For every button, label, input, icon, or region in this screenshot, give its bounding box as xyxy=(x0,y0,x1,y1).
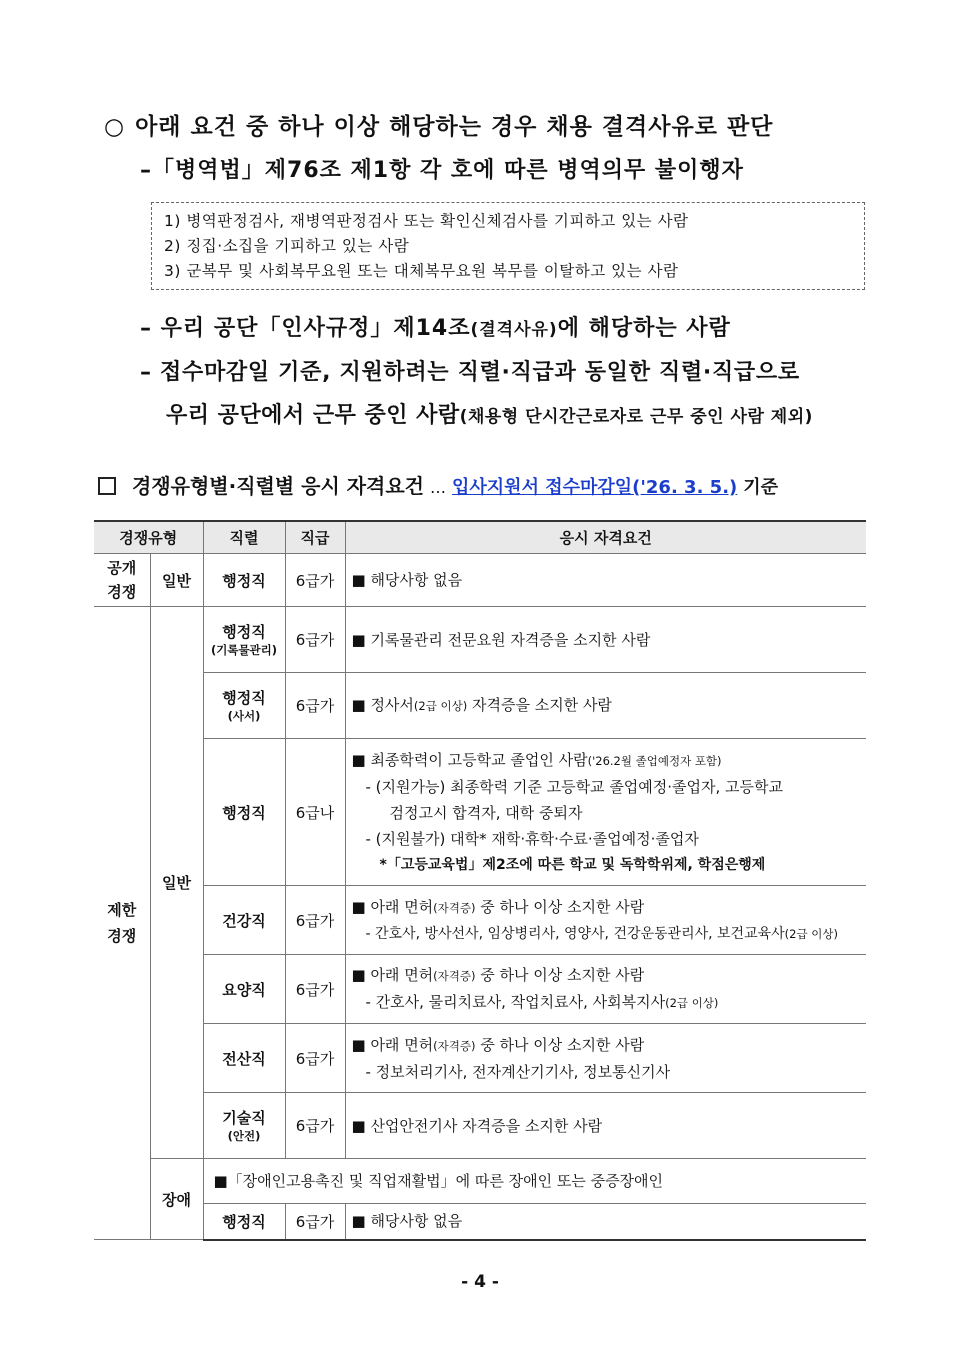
job-cell: 행정직 xyxy=(203,739,285,886)
job-cell: 전산직 xyxy=(203,1024,285,1093)
page-number: - 4 - xyxy=(461,1272,499,1292)
requirement-cell: ■ 정사서(2급 이상) 자격증을 소지한 사람 xyxy=(345,673,866,739)
box-item-1: 1) 병역판정검사, 재병역판정검사 또는 확인신체검사를 기피하고 있는 사람 xyxy=(164,212,689,230)
grade-cell: 6급가 xyxy=(285,1093,345,1159)
circle-bullet-icon: ○ xyxy=(104,114,126,140)
intro-line-5: 우리 공단에서 근무 중인 사람(채용형 단시간근로자로 근무 중인 사람 제외) xyxy=(166,403,813,428)
requirement-cell: ■ 해당사항 없음 xyxy=(345,554,866,607)
disabled-description: ■「장애인고용촉진 및 직업재활법」에 따른 장애인 또는 중증장애인 xyxy=(203,1159,866,1204)
job-cell: 건강직 xyxy=(203,886,285,955)
job-cell: 행정직 xyxy=(203,1204,285,1240)
table-row xyxy=(94,739,866,886)
job-cell: 행정직 (기록물관리) xyxy=(203,607,285,673)
grade-cell: 6급가 xyxy=(285,607,345,673)
requirement-cell: ■ 아래 면허(자격증) 중 하나 이상 소지한 사람 - 간호사, 방사선사, 임상병리사, 영양사, 건강운동관리사, 보건교육사(2급 이상) xyxy=(345,886,866,955)
intro-line-4: – 접수마감일 기준, 지원하려는 직렬·직급과 동일한 직렬·직급으로 xyxy=(140,360,800,385)
grade-cell: 6급가 xyxy=(285,554,345,607)
header-requirements: 응시 자격요건 xyxy=(345,521,866,554)
header-job: 직렬 xyxy=(203,521,285,554)
table-row xyxy=(94,1024,866,1093)
grade-cell: 6급나 xyxy=(285,739,345,886)
table-row xyxy=(94,607,866,673)
open-competition-label: 공개 경쟁 xyxy=(94,554,150,607)
box-item-2: 2) 징집·소집을 기피하고 있는 사람 xyxy=(164,237,410,255)
requirement-cell: ■ 해당사항 없음 xyxy=(345,1204,866,1240)
job-cell: 행정직 xyxy=(203,554,285,607)
table-row xyxy=(94,1159,866,1204)
intro-line-3: – 우리 공단「인사규정」제14조(결격사유)에 해당하는 사람 xyxy=(140,316,731,341)
table-row xyxy=(94,1204,866,1240)
requirement-cell: ■ 아래 면허(자격증) 중 하나 이상 소지한 사람 - 간호사, 물리치료사, 작업치료사, 사회복지사(2급 이상) xyxy=(345,955,866,1024)
table-row xyxy=(94,955,866,1024)
requirement-cell: ■ 최종학력이 고등학교 졸업인 사람('26.2월 졸업예정자 포함) - (지원가능) 최종학력 기준 고등학교 졸업예정·졸업자, 고등학교 검정고시 합격자, 대학 중퇴자 - (지원불가) 대학* 재학·휴학·수료·졸업예정·졸업자 *「고등교육법」제2조에 따른 학교 및 독학학위제, 학점은행제 xyxy=(345,739,866,886)
requirement-cell: ■ 기록물관리 전문요원 자격증을 소지한 사람 xyxy=(345,607,866,673)
grade-cell: 6급가 xyxy=(285,886,345,955)
limited-general-label: 일반 xyxy=(150,607,203,1159)
grade-cell: 6급가 xyxy=(285,1024,345,1093)
grade-cell: 6급가 xyxy=(285,1204,345,1240)
intro-line-1: ○ 아래 요건 중 하나 이상 해당하는 경우 채용 결격사유로 판단 xyxy=(104,114,774,140)
section-heading: 경쟁유형별·직렬별 응시 자격요건 … 입사지원서 접수마감일('26. 3. 5.) 기준 xyxy=(98,470,778,499)
square-bullet-icon xyxy=(98,477,116,495)
military-duty-box xyxy=(151,202,865,290)
job-cell: 행정직 (사서) xyxy=(203,673,285,739)
disabled-label: 장애 xyxy=(150,1159,203,1240)
open-sub-label: 일반 xyxy=(150,554,203,607)
box-item-3: 3) 군복무 및 사회복무요원 또는 대체복무요원 복무를 이탈하고 있는 사람 xyxy=(164,262,679,280)
requirement-cell: ■ 아래 면허(자격증) 중 하나 이상 소지한 사람 - 정보처리기사, 전자계산기기사, 정보통신기사 xyxy=(345,1024,866,1093)
table-row xyxy=(94,554,866,607)
deadline-link[interactable]: 입사지원서 접수마감일('26. 3. 5.) xyxy=(452,477,738,498)
job-cell: 요양직 xyxy=(203,955,285,1024)
table-row xyxy=(94,1093,866,1159)
table-row xyxy=(94,673,866,739)
grade-cell: 6급가 xyxy=(285,673,345,739)
header-type: 경쟁유형 xyxy=(94,521,203,554)
grade-cell: 6급가 xyxy=(285,955,345,1024)
table-row xyxy=(94,886,866,955)
intro-line-2: –「병역법」제76조 제1항 각 호에 따른 병역의무 불이행자 xyxy=(140,158,744,183)
job-cell: 기술직 (안전) xyxy=(203,1093,285,1159)
qualification-table xyxy=(94,520,866,1241)
requirement-cell: ■ 산업안전기사 자격증을 소지한 사람 xyxy=(345,1093,866,1159)
header-grade: 직급 xyxy=(285,521,345,554)
limited-competition-label: 제한 경쟁 xyxy=(94,607,150,1240)
